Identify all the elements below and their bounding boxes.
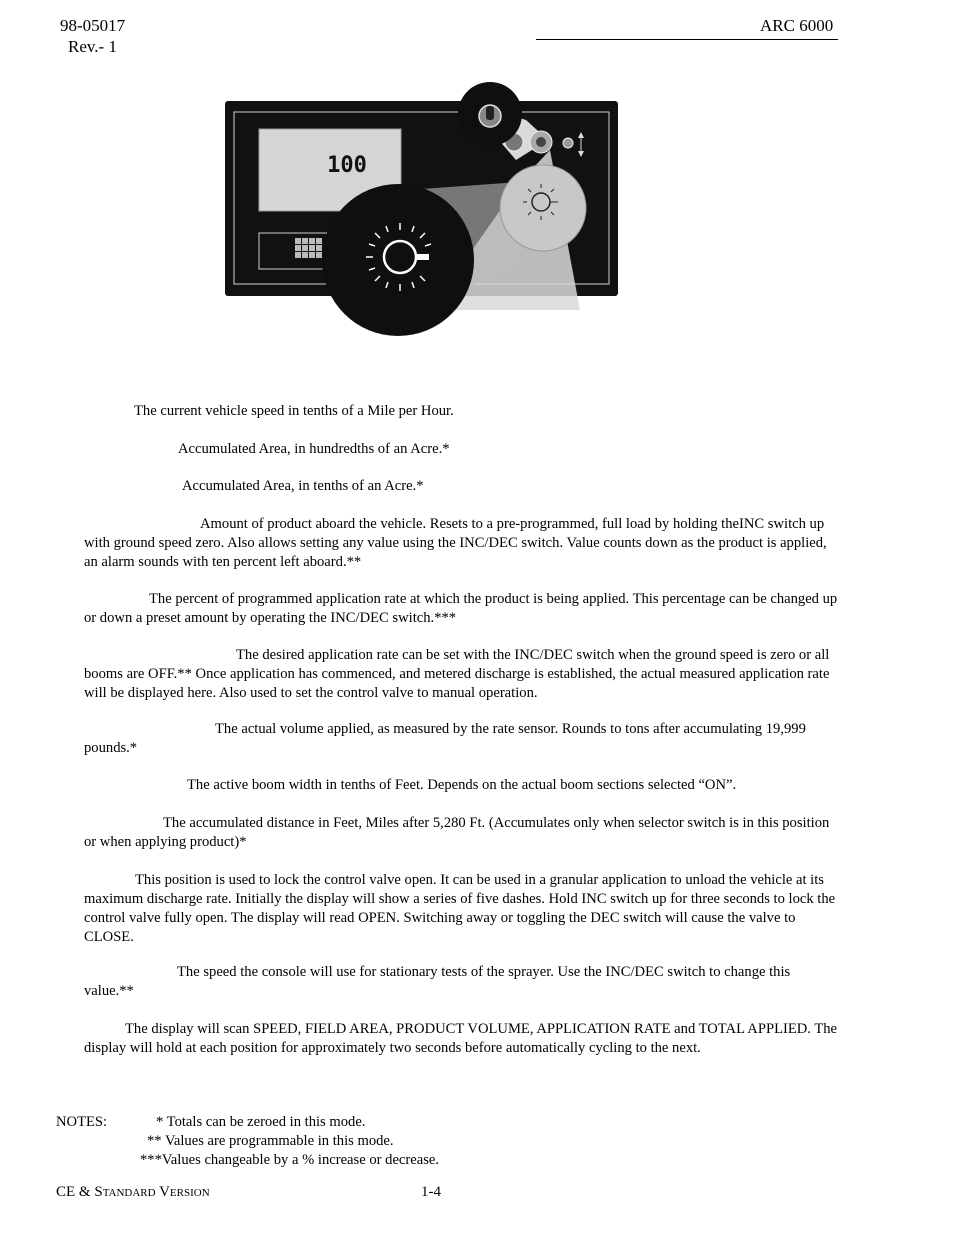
notes-label: NOTES:: [56, 1114, 108, 1130]
description-boom-width: The active boom width in tenths of Feet. Depends on the actual boom sections selected “ON”.: [187, 777, 737, 793]
description-total-area: Accumulated Area, in tenths of an Acre.*: [182, 478, 424, 494]
description-scan: The display will scan SPEED, FIELD AREA, PRODUCT VOLUME, APPLICATION RATE and TOTAL APPLIED. The display will hold at each position for approximately two seconds before automatically cycling to the next.: [84, 1021, 838, 1056]
description-valve-open: This position is used to lock the control valve open. It can be used in a granular application to unload the vehicle at its maximum discharge rate. Initially the display will show a series of five dashes. Hold INC switch up for three seconds to lock the control valve fully open. The display will read OPEN. Switching away or toggling the DEC switch will cause the valve to CLOSE.: [84, 872, 836, 945]
selector-knob: [384, 241, 416, 273]
console-diagram: [220, 80, 622, 346]
revision-label: Rev.- 1: [68, 37, 117, 56]
switch-small-3: [563, 138, 573, 148]
note-item: ** Values are programmable in this mode.: [147, 1133, 394, 1149]
document-number: 98-05017: [60, 16, 126, 35]
product-name: ARC 6000: [760, 16, 834, 35]
page-number: 1-4: [421, 1184, 441, 1200]
switch-small-2-knob: [536, 137, 546, 147]
description-percent-rate: The percent of programmed application rate at which the product is being applied. This percentage can be changed up or down a preset amount by operating the INC/DEC switch.***: [84, 591, 838, 626]
note-item: * Totals can be zeroed in this mode.: [156, 1114, 366, 1130]
selector-pointer: [415, 254, 429, 260]
magnified-selector-small: [500, 165, 586, 251]
description-speed: The current vehicle speed in tenths of a Mile per Hour.: [134, 403, 454, 419]
description-test-speed: The speed the console will use for stationary tests of the sprayer. Use the INC/DEC switch to change this value.**: [84, 964, 791, 999]
magnified-switch-lever: [486, 106, 494, 120]
description-application-rate: The desired application rate can be set with the INC/DEC switch when the ground speed is zero or all booms are OFF.** Once application has commenced, and metered discharge is established, the actual measured application rate will be displayed here. Also used to set the control valve to manual operation.: [84, 647, 830, 701]
description-distance: The accumulated distance in Feet, Miles after 5,280 Ft. (Accumulates only when selector switch is in this position or when applying product)*: [84, 815, 830, 850]
header-rule: [536, 39, 838, 40]
note-item: ***Values changeable by a % increase or decrease.: [140, 1152, 440, 1168]
edition-label: CE & Standard Version: [56, 1184, 210, 1200]
lcd-readout: 100: [327, 153, 367, 178]
description-volume-aboard: Amount of product aboard the vehicle. Resets to a pre-programmed, full load by holding theINC switch up with ground speed zero. Also allows setting any value using the INC/DEC switch. Value counts down as the product is applied, an alarm sounds with ten percent left aboard.**: [84, 516, 827, 570]
description-total-applied: The actual volume applied, as measured by the rate sensor. Rounds to tons after accumulating 19,999 pounds.*: [84, 721, 806, 756]
description-field-area: Accumulated Area, in hundredths of an Acre.*: [178, 441, 450, 457]
